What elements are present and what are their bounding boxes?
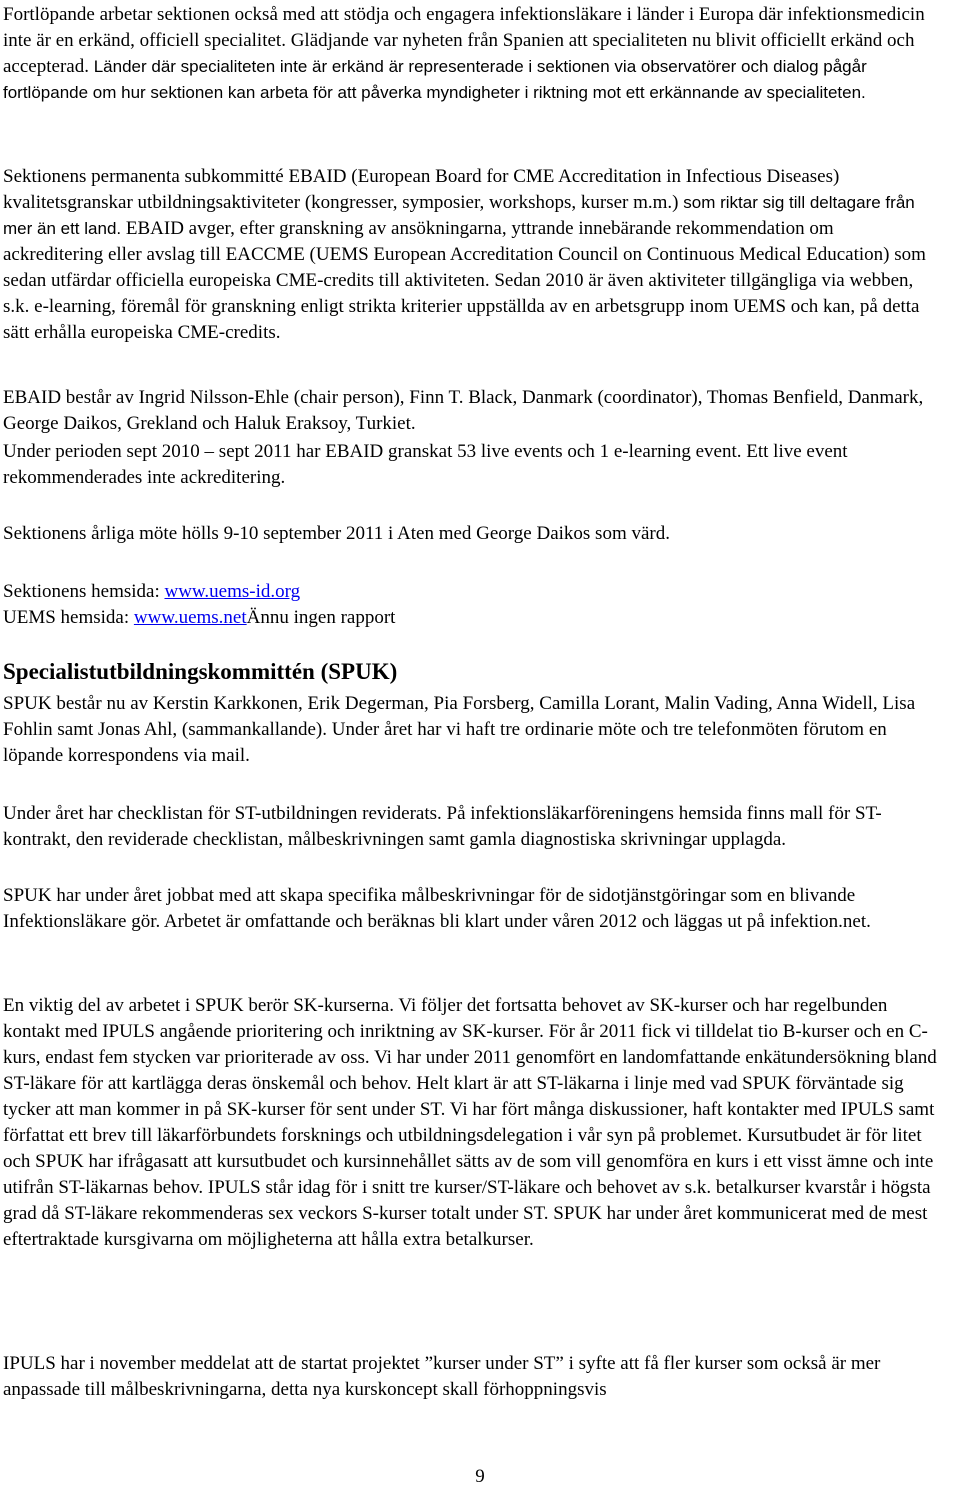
page-number: 9 [475,1466,485,1487]
section-website-label: Sektionens hemsida: [3,581,165,602]
intro-text: Fortlöpande arbetar sektionen också med att stödja och engagera infektionsläkare i länder i Europa där infektionsmedicin inte är en erkänd, officiell specialitet. Glädjande var nyheten från Spanien att specialiteten nu blivit officiellt erkänd och accepterad. [3,4,925,77]
ebaid-text-2: EBAID avger, efter granskning av ansökningarna, yttrande innebärande rekommendation om ackreditering eller avslag till EACCME (UEMS European Accreditation Council on Continuous Medical Education) som sedan utfärdar officiella europeiska CME-credits till aktiviteten. Sedan 2010 är även aktiviteter tillgängliga via webben, s.k. e-learning, föremål för granskning enligt strikta kriterier uppställda av en arbetsgrupp inom UEMS och kan, på detta sätt erhålla europeiska CME-credits. [3,218,926,343]
ebaid-paragraph [3,164,938,346]
spuk-members: SPUK består nu av Kerstin Karkkonen, Erik Degerman, Pia Forsberg, Camilla Lorant, Malin Vading, Anna Widell, Lisa Fohlin samt Jonas Ahl, (sammankallande). Under året har vi haft tre ordinarie möte och tre telefonmöten förutom en löpande korrespondens via mail. [3,693,916,766]
section-website-link[interactable]: www.uems-id.org [164,581,301,602]
uems-website-label: UEMS hemsida: [3,607,134,628]
spuk-ipuls: IPULS har i november meddelat att de startat projektet ”kurser under ST” i syfte att få fler kurser som också är mer anpassade till målbeskrivningarna, detta nya kurskoncept skall förhoppningsvis [3,1353,881,1400]
uems-website-link[interactable]: www.uems.net [133,607,247,628]
ebaid-statistics: Under perioden sept 2010 – sept 2011 har EBAID granskat 53 live events och 1 e-learning event. Ett live event rekommenderades inte ackreditering. [3,441,848,488]
spuk-checklist: Under året har checklistan för ST-utbildningen reviderats. På infektionsläkarföreningens hemsida finns mall för ST-kontrakt, den reviderade checklistan, målbeskrivningen samt gamla diagnostiska skrivningar upplagda. [3,803,882,850]
section-website [3,579,938,605]
uems-website [3,605,938,631]
annual-meeting: Sektionens årliga möte hölls 9-10 september 2011 i Aten med George Daikos som värd. [3,523,670,544]
ebaid-text-sans: som riktar sig till deltagare från mer än ett land. [3,193,915,238]
spuk-goals: SPUK har under året jobbat med att skapa specifika målbeskrivningar för de sidotjänstgöringar som en blivande Infektionsläkare gör. Arbetet är omfattande och beräknas bli klart under våren 2012 och läggas ut på infektion.net. [3,885,871,932]
intro-text-sans: Länder där specialiteten inte är erkänd är representerade i sektionen via observatörer och dialog pågår fortlöpande om hur sektionen kan arbeta för att påverka myndigheter i riktning mot ett erkännande av specialiteten. [3,57,867,102]
no-report-text: Ännu ingen rapport [246,607,396,628]
ebaid-text-1: Sektionens permanenta subkommitté EBAID (European Board for CME Accreditation in Infectious Diseases) kvalitetsgranskar utbildningsaktiviteter (kongresser, symposier, workshops, kurser m.m.) [3,166,840,213]
spuk-heading: Specialistutbildningskommittén (SPUK) [3,659,398,684]
intro-paragraph [3,2,938,106]
spuk-sk-courses: En viktig del av arbetet i SPUK berör SK-kurserna. Vi följer det fortsatta behovet av SK-kurser och har regelbunden kontakt med IPULS angående prioritering och inriktning av SK-kurser. För år 2011 fick vi tilldelat tio B-kurser och en C-kurs, endast fem stycken var prioriterade av oss. Vi har under 2011 genomfört en landomfattande enkätundersökning bland ST-läkare för att kartlägga deras önskemål och behov. Helt klart är att ST-läkarna i linje med vad SPUK förväntade sig tycker att man kommer in på SK-kurser för sent under ST. Vi har fört många diskussioner, haft kontakter med IPULS samt författat ett brev till läkarförbundets forsknings och utbildningsdelegation i vår syn på problemet. Kursutbudet är för litet och SPUK har ifrågasatt att kursutbudet och kursinnehållet sätts av de som vill genomföra en kurs i ett visst ämne och inte utifrån ST-läkarnas behov. IPULS står idag för i snitt tre kurser/ST-läkare och behovet av s.k. betalkurser kvarstår i högsta grad då ST-läkare rekommenderas sex veckors S-kurser totalt under ST. SPUK har under året kommunicerat med de mest eftertraktade kursgivarna om möjligheterna att hålla extra betalkurser. [3,995,937,1250]
ebaid-members: EBAID består av Ingrid Nilsson-Ehle (chair person), Finn T. Black, Danmark (coordinator), Thomas Benfield, Danmark, George Daikos, Grekland och Haluk Eraksoy, Turkiet. [3,387,924,434]
